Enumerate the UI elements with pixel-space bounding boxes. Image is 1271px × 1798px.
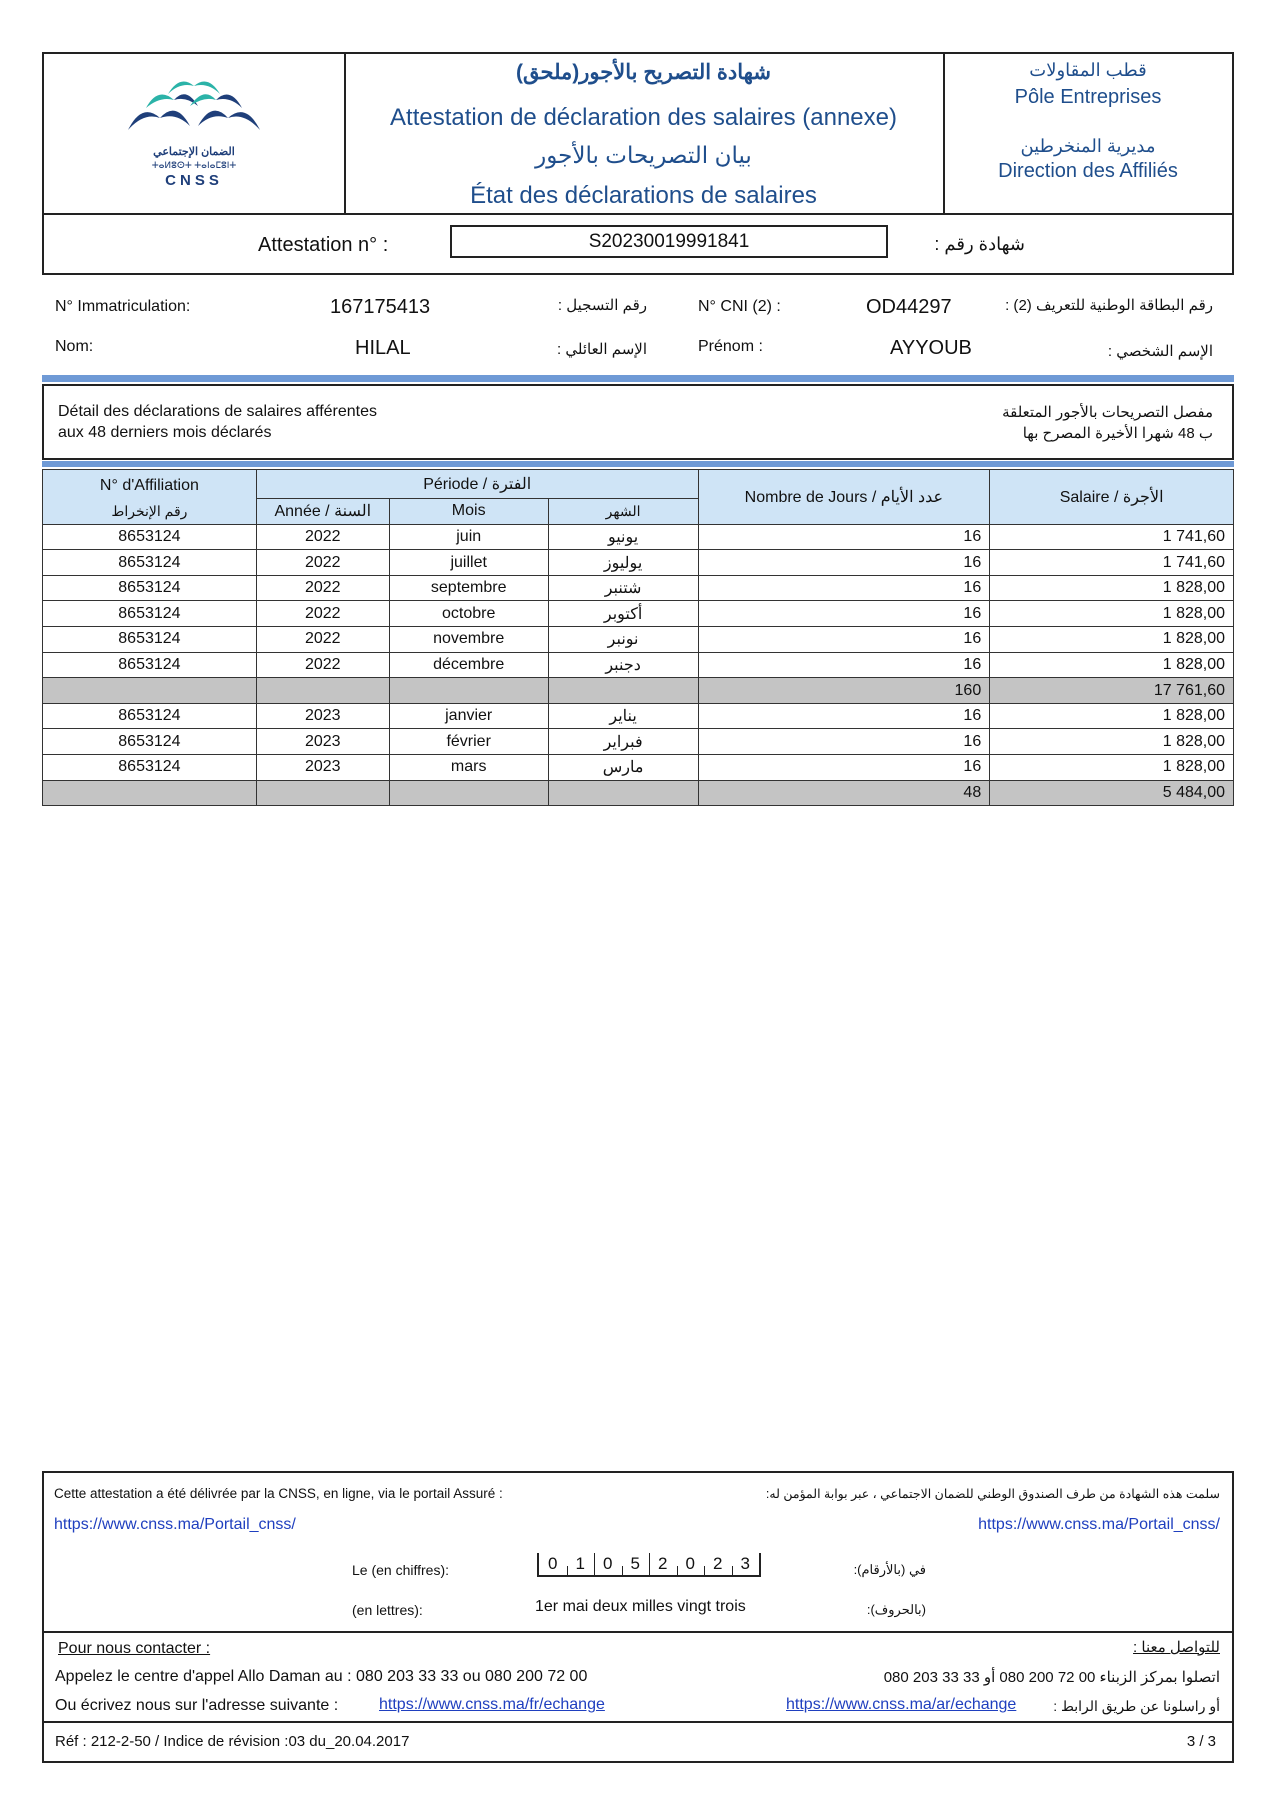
cell-mois: novembre: [389, 627, 548, 653]
prenom-value: AYYOUB: [890, 337, 972, 359]
attestation-number: S20230019991841: [450, 225, 888, 258]
logo-cnss-text: CNSS: [165, 172, 223, 189]
col-header-affiliation: N° d'Affiliation: [43, 470, 257, 499]
words-label-french: (en lettres):: [352, 1602, 423, 1618]
col-header-mois-arabic: الشهر: [548, 499, 698, 525]
portal-link-fr[interactable]: https://www.cnss.ma/Portail_cnss/: [54, 1516, 296, 1533]
cell-jours: 16: [698, 601, 990, 627]
prenom-label: Prénom :: [698, 338, 763, 355]
title-arabic: شهادة التصريح بالأجور(ملحق): [516, 61, 771, 84]
cell-affiliation: 8653124: [43, 550, 257, 576]
cell-mois: mars: [389, 755, 548, 781]
subtitle-arabic: بيان التصريحات بالأجور: [535, 142, 752, 168]
contact-heading-arabic: للتواصل معنا :: [1133, 1639, 1220, 1656]
detail-arabic-line2: ب 48 شهرا الأخيرة المصرح بها: [1022, 425, 1213, 442]
direction-arabic: مديرية المنخرطين: [1020, 136, 1156, 156]
cni-value: OD44297: [866, 296, 952, 318]
cell-mois-arabic: يونيو: [548, 524, 698, 550]
pole-arabic: قطب المقاولات: [1029, 60, 1147, 80]
date-digits-box: [537, 1553, 761, 1577]
cell-jours: 16: [698, 627, 990, 653]
cell-mois-arabic: يوليوز: [548, 550, 698, 576]
immatriculation-label: N° Immatriculation:: [55, 298, 191, 315]
cell-jours: 48: [698, 780, 990, 806]
table-row: [43, 575, 1234, 601]
nom-label-arabic: الإسم العائلي :: [557, 341, 647, 358]
date-label-arabic: في (بالأرقام):: [853, 1562, 926, 1577]
cell-annee: 2023: [256, 729, 389, 755]
col-header-annee: Année / السنة: [256, 499, 389, 525]
nom-value: HILAL: [355, 337, 411, 359]
cell-salaire: 17 761,60: [990, 678, 1234, 704]
date-digit: 5: [622, 1553, 650, 1575]
portal-link-ar[interactable]: https://www.cnss.ma/Portail_cnss/: [978, 1516, 1220, 1533]
prenom-label-arabic: الإسم الشخصي :: [1107, 343, 1213, 360]
table-row: [43, 703, 1234, 729]
date-digit: 0: [594, 1553, 622, 1575]
detail-french-line1: Détail des déclarations de salaires afférentes: [58, 403, 377, 420]
cell-affiliation: 8653124: [43, 601, 257, 627]
accent-bar: [42, 461, 1234, 467]
page-number: 3 / 3: [1186, 1733, 1216, 1750]
logo-tifinagh-text: ⵜⴰⵍⵓⵙⵜ ⵜⴰⵏⴰⵎⵓⵏⵜ: [151, 160, 237, 170]
col-header-mois: Mois: [389, 499, 548, 525]
cell-annee: 2023: [256, 755, 389, 781]
cell-annee: 2022: [256, 575, 389, 601]
cell-annee: [256, 780, 389, 806]
salary-table: [42, 469, 1234, 806]
cell-salaire: 1 741,60: [990, 524, 1234, 550]
pole-french: Pôle Entreprises: [1014, 86, 1162, 108]
echange-link-fr[interactable]: https://www.cnss.ma/fr/echange: [379, 1696, 605, 1713]
cell-annee: 2022: [256, 627, 389, 653]
date-digit: 2: [649, 1553, 677, 1575]
cell-affiliation: 8653124: [43, 729, 257, 755]
detail-arabic-line1: مفصل التصريحات بالأجور المتعلقة: [1002, 404, 1213, 421]
cell-salaire: 1 828,00: [990, 755, 1234, 781]
cell-mois-arabic: أكتوبر: [548, 601, 698, 627]
contact-heading-french: Pour nous contacter :: [58, 1640, 211, 1657]
cell-mois-arabic: فبراير: [548, 729, 698, 755]
cell-annee: 2022: [256, 550, 389, 576]
call-center-french: Appelez le centre d'appel Allo Daman au : 080 203 33 33 ou 080 200 72 00: [55, 1668, 588, 1685]
cell-mois: janvier: [389, 703, 548, 729]
cnss-logo-icon: [128, 72, 260, 144]
table-row: [43, 627, 1234, 653]
table-row: [43, 729, 1234, 755]
cell-jours: 16: [698, 755, 990, 781]
cell-affiliation: 8653124: [43, 652, 257, 678]
cell-jours: 160: [698, 678, 990, 704]
cni-label: N° CNI (2) :: [698, 298, 781, 315]
direction-french: Direction des Affiliés: [998, 160, 1178, 182]
cell-affiliation: [43, 678, 257, 704]
subtitle-french: État des déclarations de salaires: [470, 182, 817, 209]
date-digit: 1: [567, 1553, 595, 1575]
date-in-words: 1er mai deux milles vingt trois: [535, 1598, 746, 1615]
cell-mois: octobre: [389, 601, 548, 627]
cell-annee: [256, 678, 389, 704]
col-header-periode: Période / الفترة: [256, 470, 698, 499]
cni-label-arabic: رقم البطاقة الوطنية للتعريف (2) :: [1005, 297, 1213, 314]
cell-jours: 16: [698, 729, 990, 755]
col-header-salaire: Salaire / الأجرة: [990, 470, 1234, 525]
call-center-arabic: اتصلوا بمركز الزبناء 00 72 200 080 أو 33 33 203 080: [883, 1669, 1220, 1686]
immatriculation-value: 167175413: [330, 296, 431, 318]
cell-salaire: 1 828,00: [990, 627, 1234, 653]
detail-box: [42, 384, 1234, 460]
cell-mois: décembre: [389, 652, 548, 678]
cell-salaire: 1 741,60: [990, 550, 1234, 576]
cell-mois-arabic: يناير: [548, 703, 698, 729]
cell-mois: septembre: [389, 575, 548, 601]
cell-annee: 2022: [256, 652, 389, 678]
cell-annee: 2023: [256, 703, 389, 729]
cell-jours: 16: [698, 575, 990, 601]
cell-annee: 2022: [256, 524, 389, 550]
cell-mois-arabic: [548, 678, 698, 704]
cell-mois: juin: [389, 524, 548, 550]
date-label-french: Le (en chiffres):: [352, 1562, 450, 1578]
cell-jours: 16: [698, 524, 990, 550]
table-row: [43, 601, 1234, 627]
cell-mois-arabic: دجنبر: [548, 652, 698, 678]
cell-affiliation: 8653124: [43, 575, 257, 601]
title-french: Attestation de déclaration des salaires (annexe): [390, 104, 897, 131]
echange-link-ar[interactable]: https://www.cnss.ma/ar/echange: [786, 1696, 1017, 1713]
cell-mois: février: [389, 729, 548, 755]
words-label-arabic: (بالحروف):: [866, 1602, 926, 1617]
write-us-arabic: أو راسلونا عن طريق الرابط :: [1053, 1698, 1220, 1714]
table-row: [43, 524, 1234, 550]
cell-mois-arabic: نونبر: [548, 627, 698, 653]
col-header-jours: Nombre de Jours / عدد الأيام: [698, 470, 990, 525]
cell-affiliation: 8653124: [43, 627, 257, 653]
cell-mois-arabic: مارس: [548, 755, 698, 781]
cell-salaire: 1 828,00: [990, 729, 1234, 755]
cell-affiliation: 8653124: [43, 524, 257, 550]
col-header-affiliation-arabic: رقم الإنخراط: [43, 499, 257, 525]
cell-affiliation: [43, 780, 257, 806]
write-us-french: Ou écrivez nous sur l'adresse suivante :: [55, 1697, 339, 1714]
cell-jours: 16: [698, 703, 990, 729]
cell-mois-arabic: شتنبر: [548, 575, 698, 601]
cell-jours: 16: [698, 652, 990, 678]
attestation-label-arabic: شهادة رقم :: [934, 234, 1025, 254]
delivered-arabic: سلمت هذه الشهادة من طرف الصندوق الوطني للضمان الاجتماعي ، عبر بوابة المؤمن له:: [765, 1487, 1220, 1501]
cell-mois: [389, 780, 548, 806]
table-row: [43, 755, 1234, 781]
cell-affiliation: 8653124: [43, 755, 257, 781]
date-digit: 2: [704, 1553, 732, 1575]
cell-salaire: 1 828,00: [990, 703, 1234, 729]
cell-affiliation: 8653124: [43, 703, 257, 729]
cell-salaire: 5 484,00: [990, 780, 1234, 806]
immatriculation-label-arabic: رقم التسجيل :: [557, 297, 647, 314]
detail-french-line2: aux 48 derniers mois déclarés: [58, 424, 272, 441]
cell-salaire: 1 828,00: [990, 652, 1234, 678]
subtotal-row: [43, 678, 1234, 704]
reference-text: Réf : 212-2-50 / Indice de révision :03 du_20.04.2017: [55, 1733, 410, 1750]
date-digit: 0: [677, 1553, 705, 1575]
date-digit: 3: [732, 1553, 760, 1575]
cell-mois: [389, 678, 548, 704]
cell-salaire: 1 828,00: [990, 575, 1234, 601]
table-row: [43, 550, 1234, 576]
subtotal-row: [43, 780, 1234, 806]
nom-label: Nom:: [55, 338, 94, 355]
date-digit: 0: [548, 1554, 558, 1573]
cell-salaire: 1 828,00: [990, 601, 1234, 627]
cell-mois: juillet: [389, 550, 548, 576]
logo-arabic-text: الضمان الإجتماعي: [153, 146, 235, 158]
accent-bar: [42, 375, 1234, 382]
cell-jours: 16: [698, 550, 990, 576]
cell-annee: 2022: [256, 601, 389, 627]
cell-mois-arabic: [548, 780, 698, 806]
table-row: [43, 652, 1234, 678]
attestation-label: Attestation n° :: [258, 234, 389, 256]
delivered-french: Cette attestation a été délivrée par la CNSS, en ligne, via le portail Assuré :: [54, 1486, 503, 1501]
